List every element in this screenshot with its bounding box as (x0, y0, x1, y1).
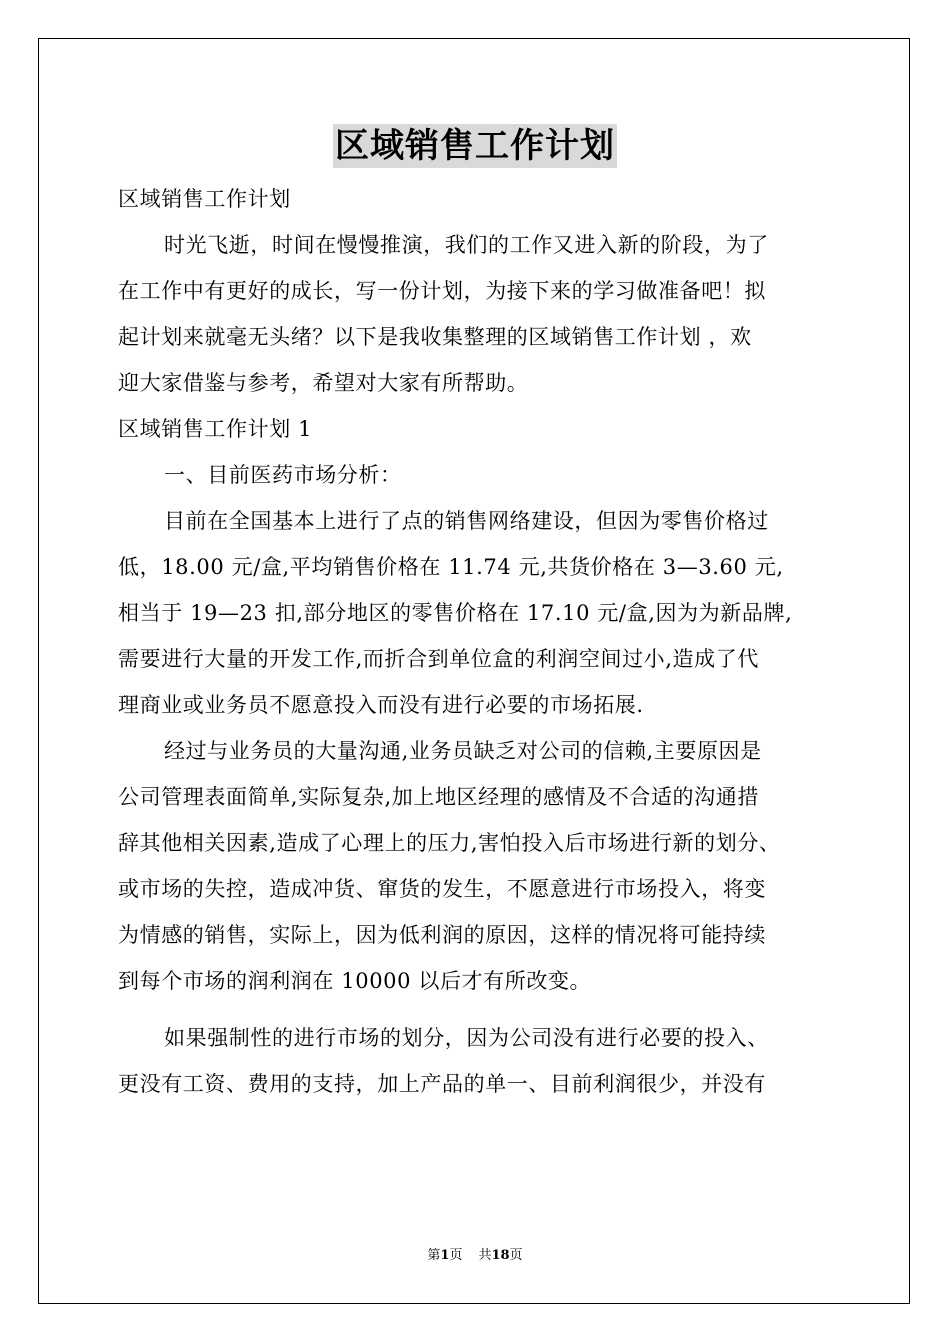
text-line: 迎大家借鉴与参考，希望对大家有所帮助。 (118, 371, 529, 395)
text-line: 经过与业务员的大量沟通,业务员缺乏对公司的信赖,主要原因是 (164, 739, 762, 763)
footer-page-prefix: 第 (427, 1248, 441, 1263)
footer-total-suffix: 页 (509, 1248, 523, 1263)
text-line: 或市场的失控，造成冲货、窜货的发生，不愿意进行市场投入，将变 (118, 877, 766, 901)
text-line: 辞其他相关因素,造成了心理上的压力,害怕投入后市场进行新的划分、 (118, 831, 781, 855)
text-line: 目前在全国基本上进行了点的销售网络建设，但因为零售价格过 (164, 509, 769, 533)
text-line: 在工作中有更好的成长，写一份计划，为接下来的学习做准备吧！拟 (118, 279, 766, 303)
text-line: 时光飞逝，时间在慢慢推演，我们的工作又进入新的阶段，为了 (164, 233, 769, 257)
page-footer (0, 1247, 950, 1265)
text-line: 如果强制性的进行市场的划分，因为公司没有进行必要的投入、 (164, 1026, 769, 1050)
text-line: 区域销售工作计划 1 (118, 417, 313, 441)
text-line: 区域销售工作计划 (118, 187, 291, 211)
footer-page-suffix: 页 (449, 1248, 463, 1263)
text-line: 为情感的销售，实际上，因为低利润的原因，这样的情况将可能持续 (118, 923, 766, 947)
text-line: 起计划来就毫无头绪？以下是我收集整理的区域销售工作计划 ，欢 (118, 325, 752, 349)
text-line: 理商业或业务员不愿意投入而没有进行必要的市场拓展. (118, 693, 644, 717)
text-line: 相当于 19—23 扣,部分地区的零售价格在 17.10 元/盒,因为为新品牌, (118, 601, 793, 625)
text-line: 到每个市场的润利润在 10000 以后才有所改变。 (118, 969, 592, 993)
document-body (118, 176, 833, 1107)
text-line: 一、目前医药市场分析： (164, 463, 402, 487)
paragraph-gap (118, 1004, 833, 1015)
text-line: 公司管理表面简单,实际复杂,加上地区经理的感情及不合适的沟通措 (118, 785, 759, 809)
text-line: 需要进行大量的开发工作,而折合到单位盒的利润空间过小,造成了代 (118, 647, 759, 671)
footer-total-pages: 18 (491, 1248, 510, 1263)
footer-page-number: 1 (440, 1248, 450, 1263)
footer-total-prefix: 共 (478, 1248, 492, 1263)
document-title: 区域销售工作计划 (335, 126, 615, 166)
title-wrapper (0, 124, 950, 168)
text-line: 低，18.00 元/盒,平均销售价格在 11.74 元,共货价格在 3—3.60 元, (118, 555, 784, 579)
text-line: 更没有工资、费用的支持，加上产品的单一、目前利润很少，并没有 (118, 1072, 766, 1096)
